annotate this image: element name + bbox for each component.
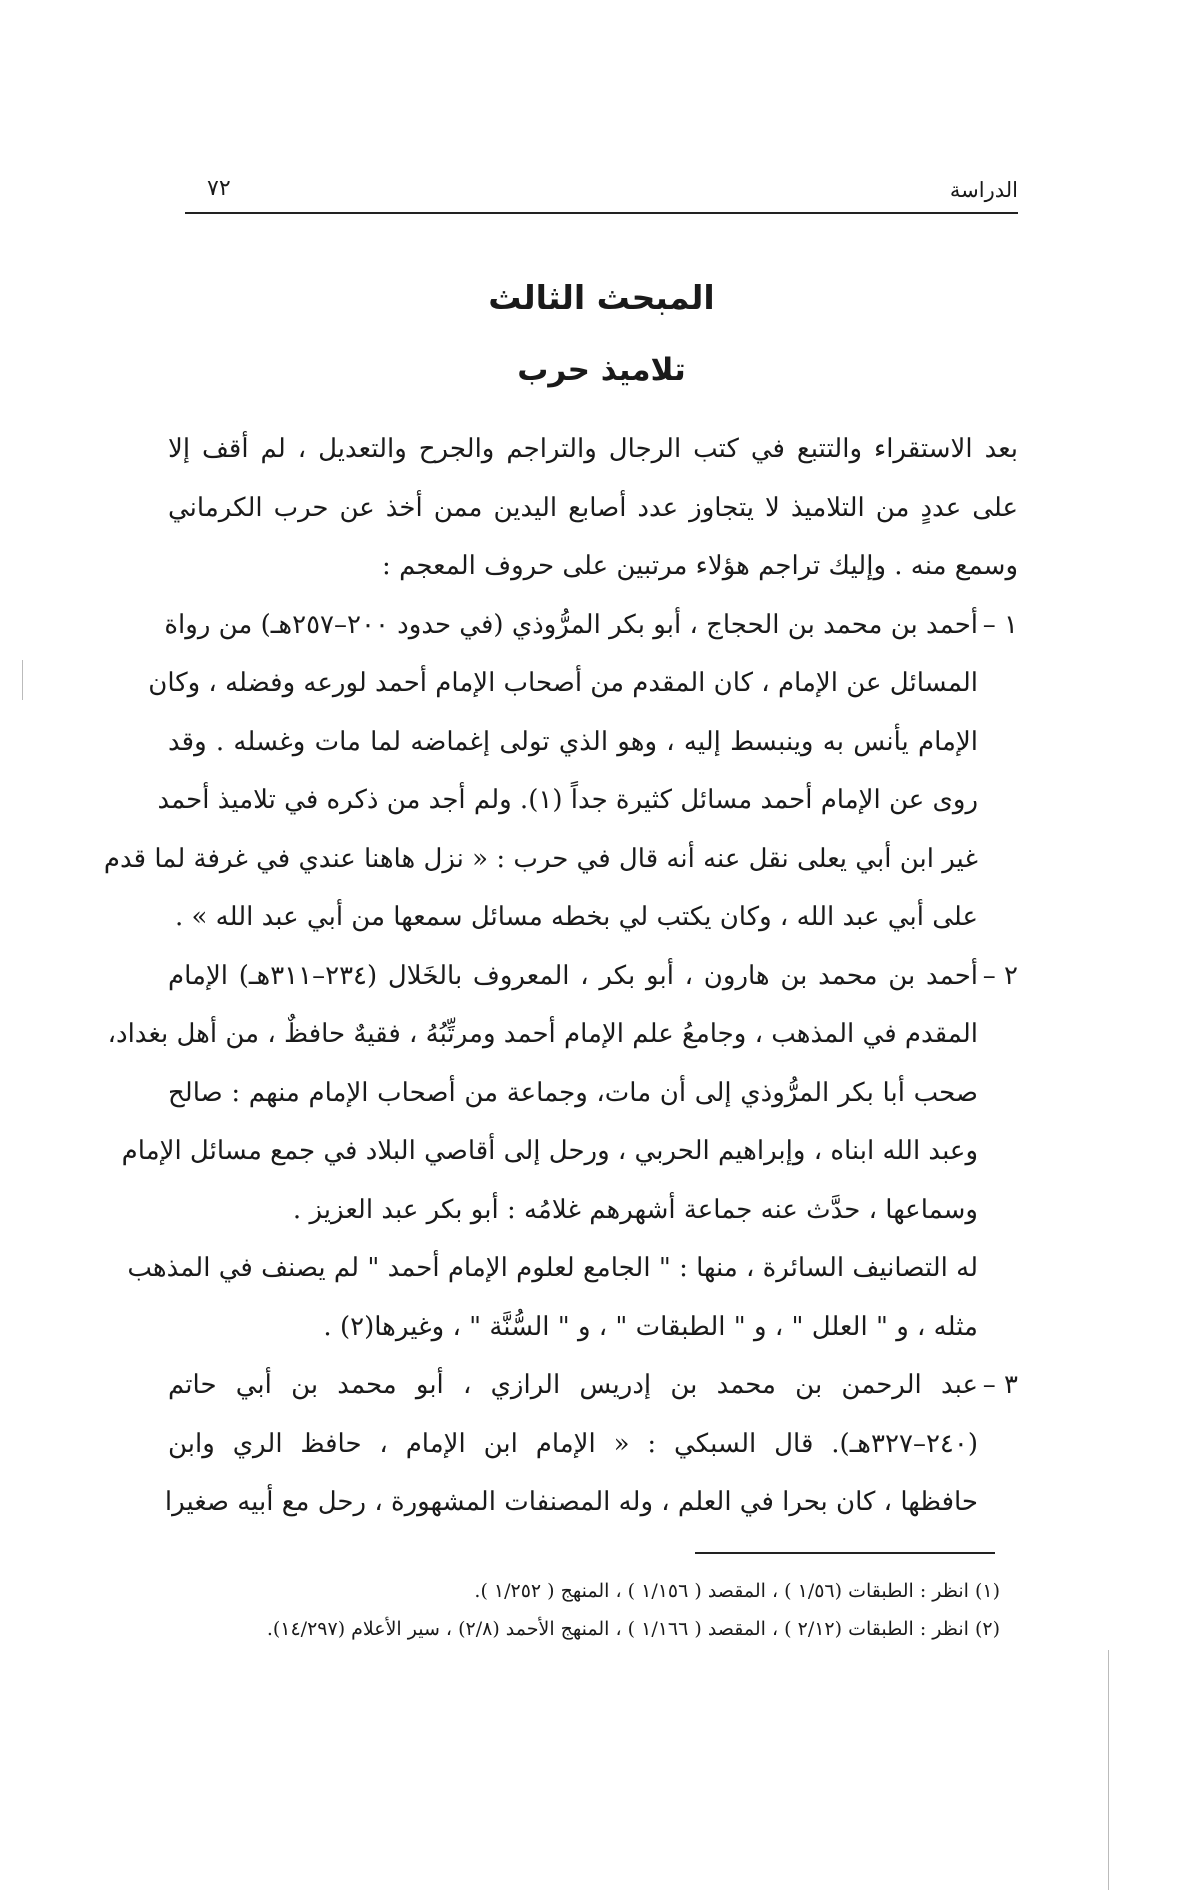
chapter-title: المبحث الثالث	[488, 278, 715, 317]
list-item-2-line	[168, 947, 1018, 1006]
list-item-2-line: صحب أبا بكر المرُّوذي إلى أن مات، وجماعة من أصحاب الإمام منهم : صالح	[168, 1077, 978, 1108]
list-item-number: ١ –	[982, 609, 1018, 640]
footnote-1: (١) انظر : الطبقات (١/٥٦ ) ، المقصد ( ١/١٥٦ ) ، المنهج ( ١/٢٥٢ ).	[474, 1580, 1000, 1602]
list-item-text: أحمد بن محمد بن هارون ، أبو بكر ، المعروف بالخَلال (٢٣٤–٣١١هـ) الإمام	[168, 960, 978, 991]
footnote-rule	[695, 1552, 995, 1554]
list-item-text: أحمد بن محمد بن الحجاج ، أبو بكر المرُّوذي (في حدود ٢٠٠–٢٥٧هـ) من رواة	[164, 609, 978, 640]
list-item-number: ٢ –	[982, 960, 1018, 991]
list-item-3-line: (٢٤٠–٣٢٧هـ). قال السبكي : « الإمام ابن الإمام ، حافظ الري وابن	[168, 1428, 978, 1459]
scan-margin-mark	[1108, 1650, 1109, 1890]
body-line: على عددٍ من التلاميذ لا يتجاوز عدد أصابع اليدين ممن أخذ عن حرب الكرماني	[168, 492, 1018, 523]
list-item-1-line: روى عن الإمام أحمد مسائل كثيرة جداً (١). ولم أجد من ذكره في تلاميذ أحمد	[157, 785, 978, 815]
body-text	[103, 420, 1018, 1532]
list-item-1-line: غير ابن أبي يعلى نقل عنه أنه قال في حرب : « نزل هاهنا عندي في غرفة لما قدم	[103, 843, 978, 874]
running-header	[185, 172, 1018, 212]
footnote-2: (٢) انظر : الطبقات (٢/١٢ ) ، المقصد ( ١/١٦٦ ) ، المنهج الأحمد (٢/٨) ، سير الأعلام (١٤/٢٩٧).	[266, 1618, 1000, 1640]
list-item-2-paragraph-line: له التصانيف السائرة ، منها : " الجامع لعلوم الإمام أحمد " لم يصنف في المذهب	[127, 1253, 978, 1283]
page-number: ٧٢	[207, 176, 231, 201]
list-item-1-line: الإمام يأنس به وينبسط إليه ، وهو الذي تولى إغماضه لما مات وغسله . وقد	[168, 726, 978, 757]
footnotes	[185, 1572, 1000, 1648]
list-item-number: ٣ –	[982, 1370, 1018, 1400]
list-item-2-line: وعبد الله ابناه ، وإبراهيم الحربي ، ورحل إلى أقاصي البلاد في جمع مسائل الإمام	[121, 1136, 978, 1166]
header-rule	[185, 212, 1018, 214]
body-line: وسمع منه . وإليك تراجم هؤلاء مرتبين على حروف المعجم :	[382, 551, 1018, 581]
body-line: بعد الاستقراء والتتبع في كتب الرجال والتراجم والجرح والتعديل ، لم أقف إلا	[168, 434, 1018, 464]
list-item-text: عبد الرحمن بن محمد بن إدريس الرازي ، أبو محمد بن أبي حاتم	[168, 1370, 978, 1400]
list-item-2-line: المقدم في المذهب ، وجامعُ علم الإمام أحمد ومرتِّبُهُ ، فقيهٌ حافظٌ ، من أهل بغداد،	[107, 1019, 978, 1049]
list-item-2-line: وسماعها ، حدَّث عنه جماعة أشهرهم غلامُه : أبو بكر عبد العزيز .	[292, 1194, 978, 1225]
list-item-2-paragraph-line: مثله ، و " العلل " ، و " الطبقات " ، و " السُّنَّة " ، وغيرها(٢) .	[323, 1311, 978, 1342]
running-header-section-title: الدراسة	[949, 178, 1018, 202]
list-item-3-line: حافظها ، كان بحرا في العلم ، وله المصنفات المشهورة ، رحل مع أبيه صغيرا	[164, 1487, 978, 1517]
list-item-1-line: على أبي عبد الله ، وكان يكتب لي بخطه مسائل سمعها من أبي عبد الله » .	[174, 902, 978, 932]
scan-margin-mark	[22, 660, 23, 700]
chapter-subtitle: تلاميذ حرب	[517, 352, 686, 388]
list-item-3-line	[168, 1356, 1018, 1415]
list-item-1-line	[164, 596, 1018, 655]
list-item-1-line: المسائل عن الإمام ، كان المقدم من أصحاب الإمام أحمد لورعه وفضله ، وكان	[148, 668, 978, 698]
